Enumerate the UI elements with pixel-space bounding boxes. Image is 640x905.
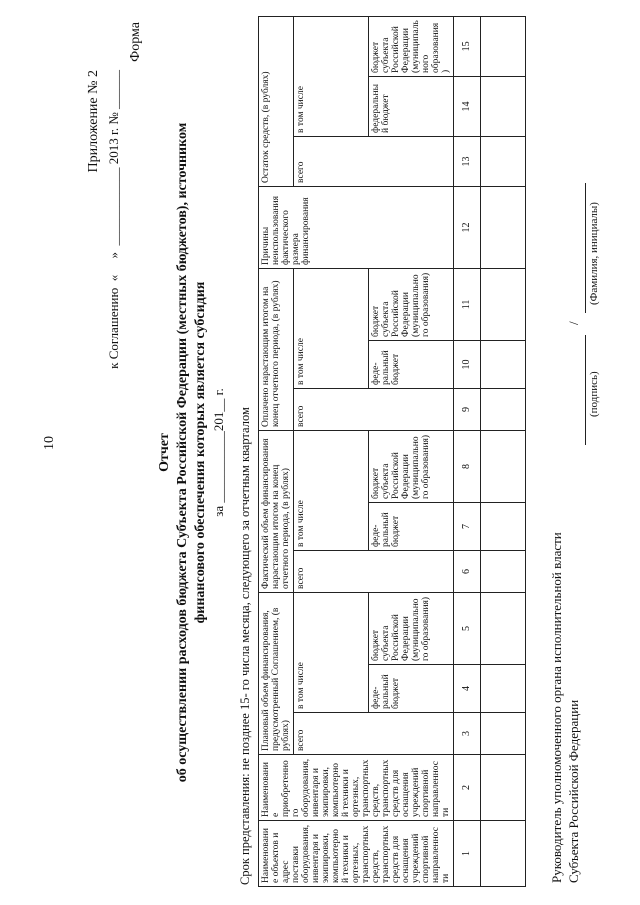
col-number: 11	[454, 268, 481, 340]
rest-fed-header: федеральный бюджет	[369, 76, 454, 136]
col-number: 10	[454, 340, 481, 388]
group-header-fact: Фактический объем финансирования нарастающим итогом на конец отчетного периода, (в рублях)	[259, 430, 294, 592]
report-title: Отчет	[157, 433, 172, 472]
paid-fed-header: феде-ральный бюджет	[369, 340, 454, 388]
table-cell	[481, 502, 526, 550]
col-number: 6	[454, 550, 481, 592]
table-cell	[481, 713, 526, 755]
table-cell	[481, 755, 526, 821]
table-cell	[481, 821, 526, 887]
table-cell	[481, 388, 526, 430]
table-cell	[481, 665, 526, 713]
signature-line	[585, 335, 586, 445]
col-number: 14	[454, 76, 481, 136]
plan-incl-header: в том числе	[294, 592, 369, 712]
col-header-equipment: Наименование приобретенного оборудования, инвентаря и экипировки, компьютерной техники и ортезных, транспортных средств, транспортных средств для оснащения учреждений спортивной направленности	[259, 755, 454, 821]
col-number: 12	[454, 186, 481, 268]
col-number: 2	[454, 755, 481, 821]
paid-total-header: всего	[294, 388, 454, 430]
col-number: 8	[454, 430, 481, 502]
signature-slash: /	[566, 321, 581, 325]
table-cell	[481, 136, 526, 186]
appendix-agreement-line: к Соглашению « » ____________ 2013 г. № ______	[106, 70, 121, 369]
fact-total-header: всего	[294, 550, 454, 592]
col-number: 13	[454, 136, 481, 186]
report-subtitle-line1: об осуществлении расходов бюджета Субъекта Российской Федерации (местных бюджетов), источником	[175, 122, 190, 783]
table-cell	[481, 268, 526, 340]
table-cell	[481, 430, 526, 502]
report-subtitle-line2: финансового обеспечения которых является субсидия	[193, 281, 208, 624]
signatory-title-line2: Субъекта Российской Федерации	[566, 699, 581, 883]
form-label: Форма	[128, 22, 143, 62]
report-period: за ___________201__ г.	[211, 388, 226, 517]
group-header-rest: Остаток средств, (в рублях)	[259, 16, 294, 186]
col-number: 15	[454, 16, 481, 76]
col-number: 9	[454, 388, 481, 430]
paid-incl-header: в том числе	[294, 268, 369, 388]
plan-fed-header: феде-ральный бюджет	[369, 665, 454, 713]
header-row-1	[259, 16, 294, 886]
table-cell	[481, 186, 526, 268]
group-header-plan: Плановый объем финансирования, предусмотренный Соглашением, (в рублях)	[259, 592, 294, 754]
page-number: 10	[42, 436, 57, 450]
col-number: 1	[454, 821, 481, 887]
table-cell	[481, 340, 526, 388]
paid-subject-header: бюджет субъекта Российской Федерации (муниципального образования)	[369, 268, 454, 340]
table-cell	[481, 592, 526, 664]
name-line	[585, 183, 586, 313]
table-cell	[481, 76, 526, 136]
deadline-note: Срок представления: не позднее 15- го числа месяца, следующего за отчетным кварталом	[238, 407, 252, 885]
name-caption: (Фамилия, инициалы)	[588, 202, 600, 305]
report-table	[258, 16, 526, 887]
col-number: 3	[454, 713, 481, 755]
col-number: 7	[454, 502, 481, 550]
plan-subject-header: бюджет субъекта Российской Федерации (муниципального образования)	[369, 592, 454, 664]
signatory-title-line1: Руководитель уполномоченного органа исполнительной власти	[549, 532, 564, 883]
table-cell	[481, 16, 526, 76]
col-number: 4	[454, 665, 481, 713]
signature-block	[548, 532, 582, 883]
fact-fed-header: феде-ральный бюджет	[369, 502, 454, 550]
fact-incl-header: в том числе	[294, 430, 369, 550]
col-header-objects: Наименование объектов и адрес поставки оборудования, инвентаря и экипировки, компьютерной техники и ортезных, транспортных средств, транспортных средств для оснащения учреждений спортивной направленности	[259, 821, 454, 887]
empty-data-row	[481, 16, 526, 886]
rest-subject-header: бюджет субъекта Российской Федерации (муниципального образования)	[369, 16, 454, 76]
rest-total-header: всего	[294, 136, 454, 186]
col-number: 5	[454, 592, 481, 664]
fact-subject-header: бюджет субъекта Российской Федерации (муниципального образования)	[369, 430, 454, 502]
group-header-paid: Оплачено нарастающим итогом на конец отчетного периода, (в рублях)	[259, 268, 294, 430]
appendix-title: Приложение № 2	[86, 70, 101, 173]
column-number-row	[454, 16, 481, 886]
signature-caption: (подпись)	[588, 371, 600, 417]
table-cell	[481, 550, 526, 592]
plan-total-header: всего	[294, 713, 454, 755]
report-heading	[156, 0, 228, 905]
rest-incl-header: в том числе	[294, 16, 369, 136]
col-header-reasons: Причины неиспользования фактического размера финансирования	[259, 186, 454, 268]
